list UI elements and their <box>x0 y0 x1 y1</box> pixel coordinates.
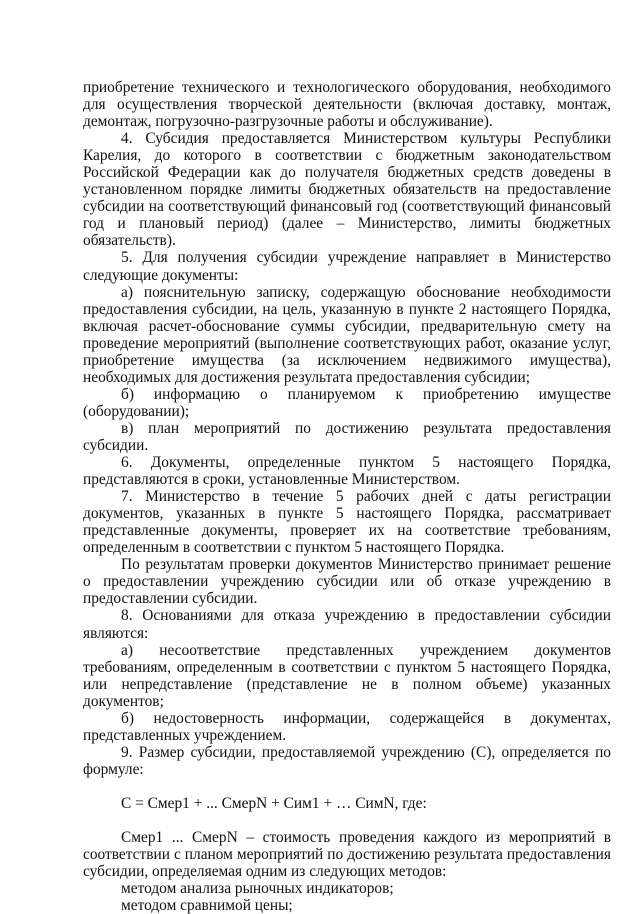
spacer <box>83 778 611 795</box>
method-item-comparable: методом сравнимой цены; <box>121 897 293 914</box>
paragraph-5c: в) план мероприятий по достижению результата предоставления субсидии. <box>83 419 611 454</box>
paragraph-3-continuation: приобретение технического и технологического оборудования, необходимого для осуществления творческой деятельности (включая доставку, монтаж, демонтаж, погрузочно-разгрузочные работы и обслуживание). <box>83 79 611 131</box>
paragraph-5: 5. Для получения субсидии учреждение направляет в Министерство следующие документы: <box>83 249 611 284</box>
paragraph-8a: а) несоответствие представленных учреждением документов требованиям, определенным в соответствии с пунктом 5 настоящего Порядка, или непредставление (представление не в полном объеме) указанных документов; <box>83 641 611 710</box>
spacer <box>83 812 611 829</box>
document-page <box>83 79 611 914</box>
paragraph-4: 4. Субсидия предоставляется Министерством культуры Республики Карелия, до которого в соответствии с бюджетным законодательством Российской Федерации как до получателя бюджетных средств доведены в установленном порядке лимиты бюджетных обязательств на предоставление субсидии на соответствующий финансовый год (соответствующий финансовый год и плановый период) (далее – Министерство, лимиты бюджетных обязательств). <box>83 130 611 250</box>
method-item-market: методом анализа рыночных индикаторов; <box>121 880 394 898</box>
paragraph-7-decision: По результатам проверки документов Министерство принимает решение о предоставлении учреждению субсидии или об отказе учреждению в предоставлении субсидии. <box>83 556 611 608</box>
paragraph-9: 9. Размер субсидии, предоставляемой учреждению (С), определяется по формуле: <box>83 743 611 778</box>
paragraph-6: 6. Документы, определенные пунктом 5 настоящего Порядка, представляются в сроки, установленные Министерством. <box>83 454 611 489</box>
paragraph-8: 8. Основаниями для отказа учреждению в предоставлении субсидии являются: <box>83 607 611 642</box>
paragraph-definition: Смер1 ... СмерN – стоимость проведения каждого из мероприятий в соответствии с планом мероприятий по достижению результата предоставления субсидии, определяемая одним из следующих методов: <box>83 828 611 881</box>
subsidy-formula: С = Смер1 + ... СмерN + Сим1 + … СимN, где: <box>121 794 427 812</box>
paragraph-8b: б) недостоверность информации, содержащейся в документах, представленных учреждением. <box>83 709 611 744</box>
paragraph-5b: б) информацию о планируемом к приобретению имуществе (оборудовании); <box>83 385 611 420</box>
paragraph-5a: а) пояснительную записку, содержащую обоснование необходимости предоставления субсидии, на цель, указанную в пункте 2 настоящего Порядка, включая расчет-обоснование суммы субсидии, предварительную смету на проведение мероприятий (выполнение соответствующих работ, оказание услуг, приобретение имущества (за исключением недвижимого имущества), необходимых для достижения результата предоставления субсидии; <box>83 283 611 386</box>
paragraph-7: 7. Министерство в течение 5 рабочих дней с даты регистрации документов, указанных в пункте 5 настоящего Порядка, рассматривает представленные документы, проверяет их на соответствие требованиям, определенным в соответствии с пунктом 5 настоящего Порядка. <box>83 488 611 557</box>
